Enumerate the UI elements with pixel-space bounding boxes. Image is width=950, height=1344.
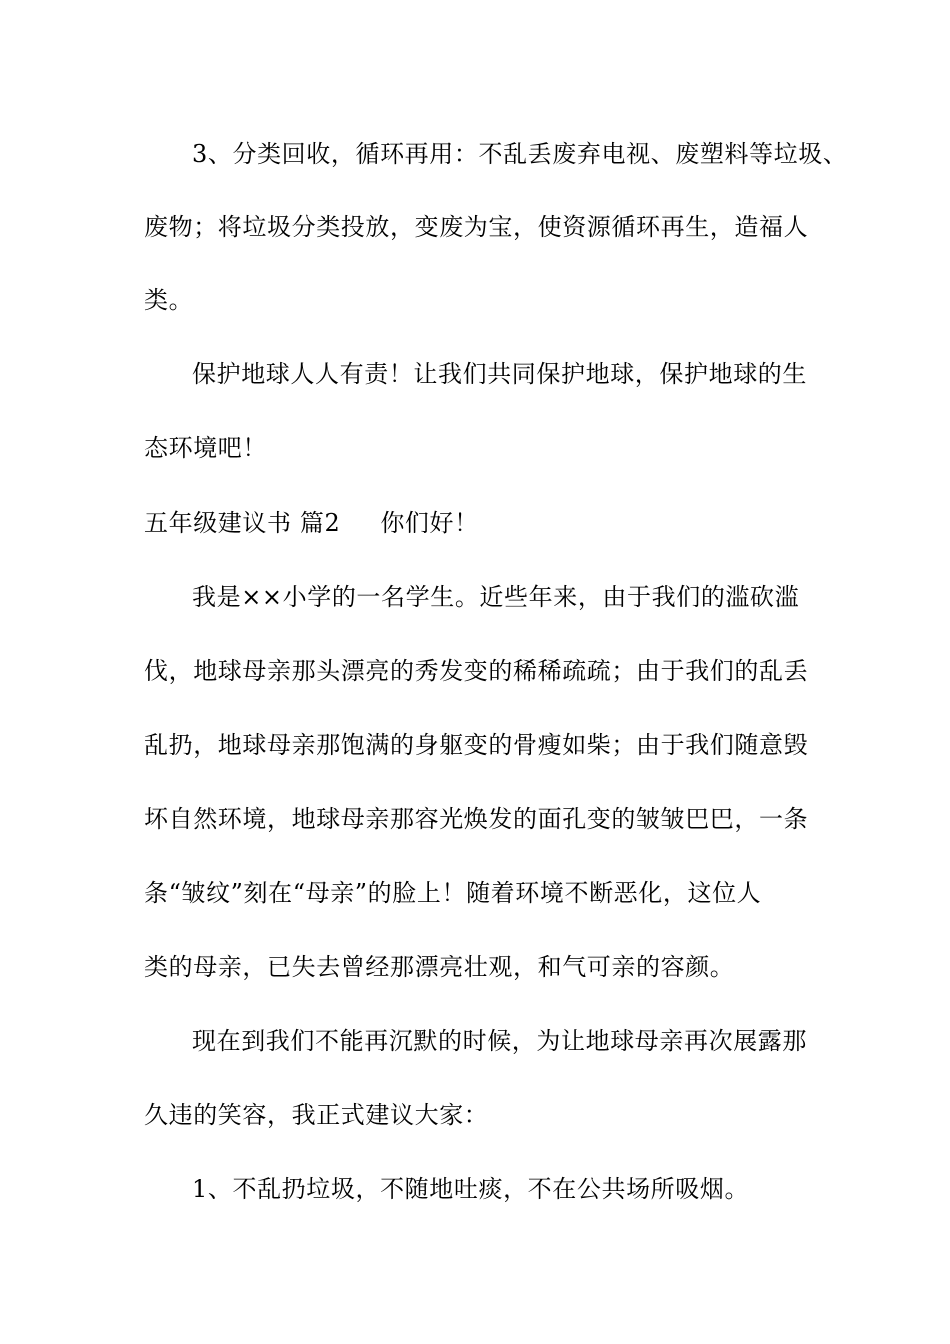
paragraph-line: 保护地球人人有责！让我们共同保护地球，保护地球的生 bbox=[192, 360, 807, 388]
paragraph-line: 现在到我们不能再沉默的时候，为让地球母亲再次展露那 bbox=[192, 1027, 807, 1055]
heading-greeting: 你们好！ bbox=[380, 509, 479, 537]
paragraph-line: 3、分类回收，循环再用：不乱丢废弃电视、废塑料等垃圾、 bbox=[192, 140, 848, 168]
paragraph-line: 1、不乱扔垃圾，不随地吐痰，不在公共场所吸烟。 bbox=[192, 1175, 750, 1203]
paragraph-line: 久违的笑容，我正式建议大家： bbox=[144, 1101, 489, 1129]
paragraph-line: 乱扔，地球母亲那饱满的身躯变的骨瘦如柴；由于我们随意毁 bbox=[144, 731, 809, 759]
paragraph-line: 条“皱纹”刻在“母亲”的脸上！随着环境不断恶化，这位人 bbox=[144, 879, 762, 907]
paragraph-line: 态环境吧！ bbox=[144, 434, 267, 462]
paragraph-line: 坏自然环境，地球母亲那容光焕发的面孔变的皱皱巴巴，一条 bbox=[144, 805, 809, 833]
heading-title: 五年级建议书 bbox=[144, 509, 292, 537]
section-heading bbox=[144, 508, 479, 538]
paragraph-line: 类的母亲，已失去曾经那漂亮壮观，和气可亲的容颜。 bbox=[144, 953, 735, 981]
paragraph-line: 我是××小学的一名学生。近些年来，由于我们的滥砍滥 bbox=[192, 583, 800, 611]
paragraph-line: 废物；将垃圾分类投放，变废为宝，使资源循环再生，造福人 bbox=[144, 213, 809, 241]
paragraph-line: 伐，地球母亲那头漂亮的秀发变的稀稀疏疏；由于我们的乱丢 bbox=[144, 657, 809, 685]
heading-part: 篇2 bbox=[299, 509, 341, 537]
paragraph-line: 类。 bbox=[144, 286, 194, 314]
